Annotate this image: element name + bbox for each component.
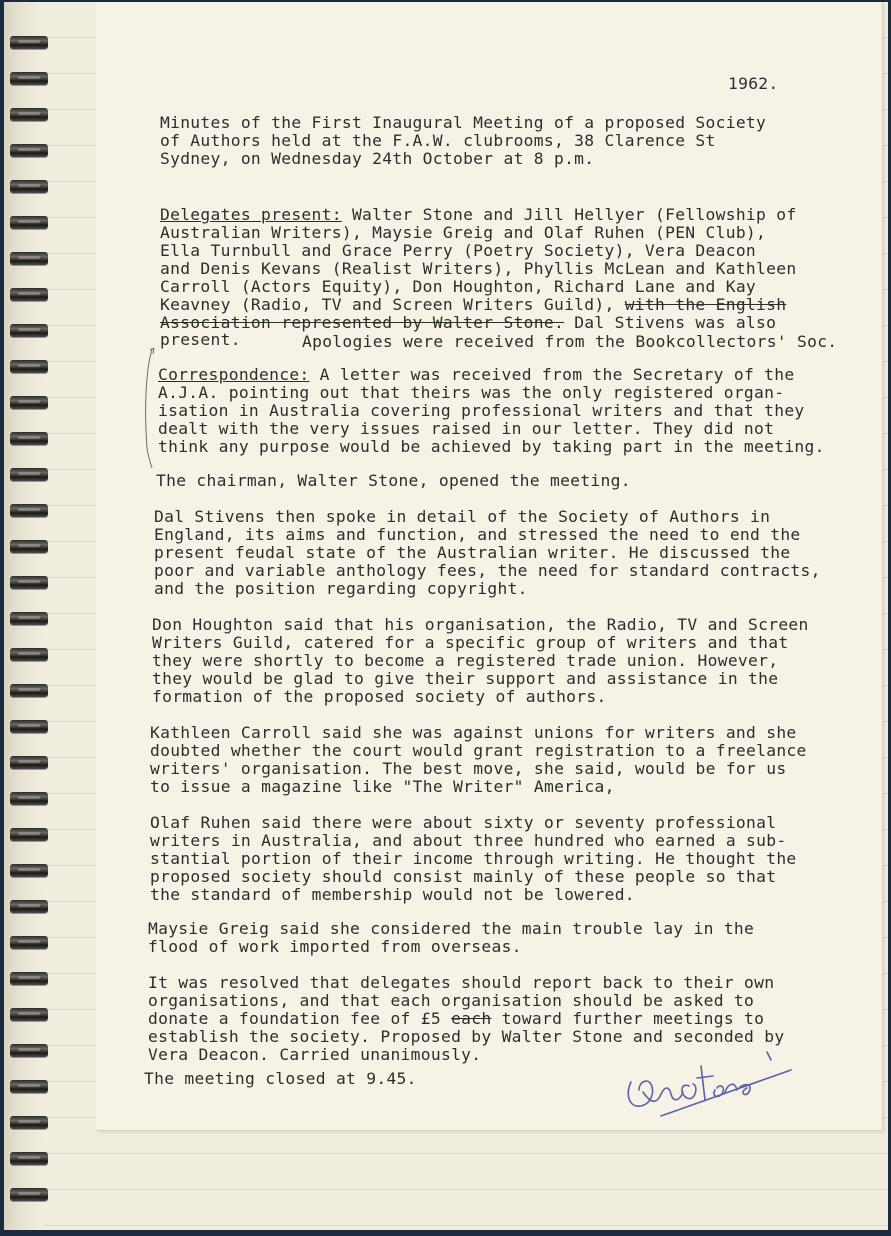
correspondence-line-2: A.J.A. pointing out that theirs was the only registered organ-	[158, 383, 785, 402]
notebook-page	[4, 2, 888, 1230]
correspondence-line-1-text: A letter was received from the Secretary of the	[309, 365, 795, 384]
delegates-line-7	[160, 314, 776, 332]
spiral-ring	[10, 216, 48, 229]
spiral-ring	[10, 36, 48, 49]
delegates-line-1-text: Walter Stone and Jill Hellyer (Fellowship of	[341, 205, 797, 224]
spiral-ring	[10, 720, 48, 733]
resolution-line-5: Vera Deacon. Carried unanimously.	[148, 1045, 482, 1064]
houghton-line-5: formation of the proposed society of authors.	[152, 687, 607, 706]
spiral-ring	[10, 1152, 48, 1165]
spiral-ring	[10, 1008, 48, 1021]
spiral-ring	[10, 324, 48, 337]
spiral-ring	[10, 180, 48, 193]
stivens-line-5: and the position regarding copyright.	[154, 579, 528, 598]
closing-line: The meeting closed at 9.45.	[144, 1069, 417, 1088]
resolution-line-3	[148, 1010, 764, 1028]
houghton-line-4: they would be glad to give their support and assistance in the	[152, 669, 779, 688]
spiral-ring	[10, 756, 48, 769]
chairman-line: The chairman, Walter Stone, opened the meeting.	[156, 471, 631, 490]
spiral-ring	[10, 72, 48, 85]
resolution-line-1: It was resolved that delegates should report back to their own	[148, 973, 775, 992]
ruhen-line-5: the standard of membership would not be lowered.	[150, 885, 635, 904]
stivens-line-4: poor and variable anthology fees, the need for standard contracts,	[154, 561, 821, 580]
delegates-line-7-text: Dal Stivens was also	[564, 313, 777, 332]
spiral-ring	[10, 144, 48, 157]
houghton-line-2: Writers Guild, catered for a specific group of writers and that	[152, 633, 789, 652]
carroll-line-2: doubted whether the court would grant registration to a freelance	[150, 741, 807, 760]
carroll-line-3: writers' organisation. The best move, she said, would be for us	[150, 759, 787, 778]
delegates-line-6-text: Keavney (Radio, TV and Screen Writers Guild),	[160, 295, 625, 314]
correspondence-line-1	[158, 366, 794, 384]
spiral-ring	[10, 972, 48, 985]
spiral-ring	[10, 1188, 48, 1201]
delegates-line-2: Australian Writers), Maysie Greig and Olaf Ruhen (PEN Club),	[160, 223, 767, 242]
ruhen-line-2: writers in Australia, and about three hundred who earned a sub-	[150, 831, 787, 850]
title-line-3: Sydney, on Wednesday 24th October at 8 p.m.	[160, 149, 595, 168]
greig-line-1: Maysie Greig said she considered the main trouble lay in the	[148, 919, 755, 938]
title-line-2: of Authors held at the F.A.W. clubrooms, 38 Clarence St	[160, 131, 716, 150]
stivens-line-2: England, its aims and function, and stressed the need to end the	[154, 525, 801, 544]
delegates-line-3: Ella Turnbull and Grace Perry (Poetry Society), Vera Deacon	[160, 241, 757, 260]
minutes-sheet	[96, 2, 883, 1131]
spiral-ring	[10, 1116, 48, 1129]
delegates-heading: Delegates present:	[160, 205, 342, 224]
spiral-ring	[10, 468, 48, 481]
spiral-ring	[10, 1044, 48, 1057]
carroll-line-1: Kathleen Carroll said she was against unions for writers and she	[150, 723, 797, 742]
spiral-ring	[10, 900, 48, 913]
spiral-ring	[10, 684, 48, 697]
spiral-ring	[10, 792, 48, 805]
year: 1962.	[728, 74, 779, 93]
delegates-line-6	[160, 296, 786, 314]
spiral-ring	[10, 612, 48, 625]
spiral-ring	[10, 396, 48, 409]
spiral-ring	[10, 108, 48, 121]
resolution-line-3-end: toward further meetings to	[491, 1009, 765, 1028]
correspondence-line-3: isation in Australia covering professional writers and that they	[158, 401, 805, 420]
delegates-line-1	[160, 206, 796, 224]
correspondence-heading: Correspondence:	[158, 365, 310, 384]
spiral-ring	[10, 252, 48, 265]
title-line-1: Minutes of the First Inaugural Meeting of a proposed Society	[160, 113, 767, 132]
delegates-line-8a: present.	[160, 330, 241, 349]
apologies-line: Apologies were received from the Bookcollectors' Soc.	[302, 332, 838, 351]
correspondence-line-5: think any purpose would be achieved by taking part in the meeting.	[158, 437, 825, 456]
spiral-ring	[10, 828, 48, 841]
carroll-line-4: to issue a magazine like "The Writer" America,	[150, 777, 615, 796]
struck-text: Association represented by Walter Stone.	[160, 313, 565, 332]
ruhen-line-3: stantial portion of their income through writing. He thought the	[150, 849, 797, 868]
resolution-line-2: organisations, and that each organisation should be asked to	[148, 991, 755, 1010]
spiral-ring	[10, 540, 48, 553]
stivens-line-1: Dal Stivens then spoke in detail of the Society of Authors in	[154, 507, 771, 526]
ruhen-line-4: proposed society should consist mainly of these people so that	[150, 867, 777, 886]
spiral-ring	[10, 360, 48, 373]
houghton-line-1: Don Houghton said that his organisation, the Radio, TV and Screen	[152, 615, 809, 634]
spiral-ring	[10, 936, 48, 949]
spiral-ring	[10, 576, 48, 589]
stivens-line-3: present feudal state of the Australian writer. He discussed the	[154, 543, 791, 562]
houghton-line-3: they were shortly to become a registered trade union. However,	[152, 651, 779, 670]
struck-text: with the English	[624, 295, 787, 314]
delegates-line-4: and Denis Kevans (Realist Writers), Phyllis McLean and Kathleen	[160, 259, 797, 278]
greig-line-2: flood of work imported from overseas.	[148, 937, 522, 956]
spiral-ring	[10, 1080, 48, 1093]
struck-text: each	[451, 1009, 492, 1028]
handwritten-signature	[621, 1042, 801, 1122]
correspondence-line-4: dealt with the very issues raised in our letter. They did not	[158, 419, 775, 438]
delegates-line-5: Carroll (Actors Equity), Don Houghton, Richard Lane and Kay	[160, 277, 757, 296]
spiral-ring	[10, 432, 48, 445]
spiral-ring	[10, 864, 48, 877]
resolution-line-4: establish the society. Proposed by Walter Stone and seconded by	[148, 1027, 785, 1046]
spiral-ring	[10, 504, 48, 517]
resolution-line-3-text: donate a foundation fee of £5	[148, 1009, 452, 1028]
ruhen-line-1: Olaf Ruhen said there were about sixty or seventy professional	[150, 813, 777, 832]
spiral-ring	[10, 648, 48, 661]
spiral-ring	[10, 288, 48, 301]
